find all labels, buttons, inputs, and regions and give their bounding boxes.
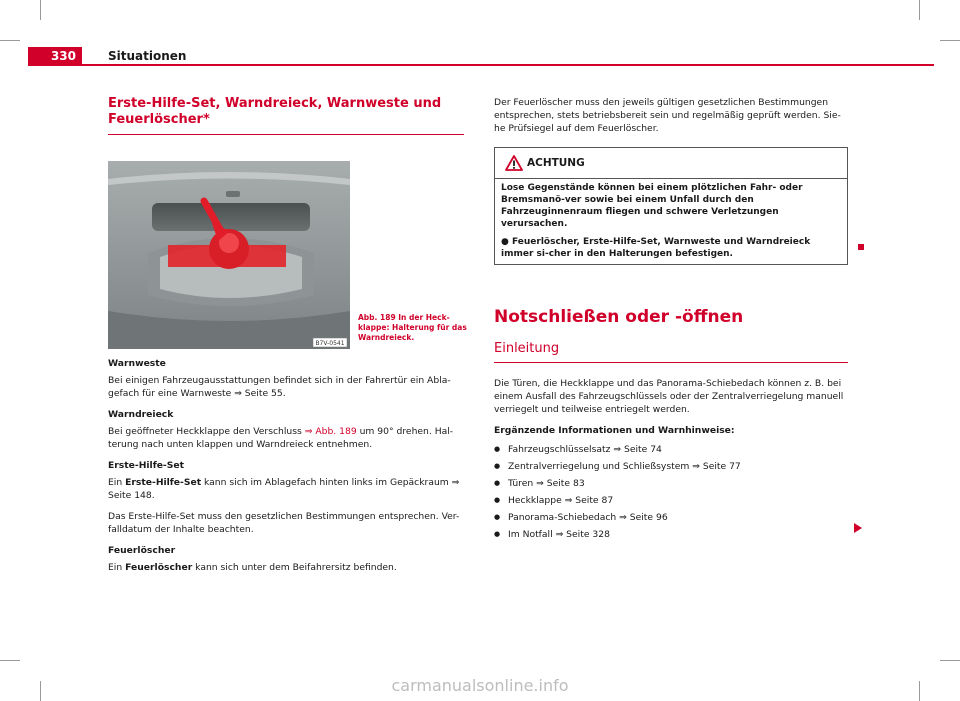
- figure-caption: Abb. 189 In der Heck-klappe: Halterung für das Warndreieck.: [358, 313, 467, 342]
- right-column: [494, 96, 848, 545]
- warning-text-2: ● Feuerlöscher, Erste-Hilfe-Set, Warnweste und Warndreieck immer si-cher in den Halterungen befestigen.: [501, 237, 811, 259]
- left-column: [108, 96, 467, 574]
- section-end-mark: [858, 244, 864, 250]
- list-item[interactable]: ● Panorama-Schiebedach ⇒ Seite 96: [494, 511, 848, 524]
- feuerloescher-post: kann sich unter dem Beifahrersitz befinden.: [192, 562, 397, 573]
- fire-extinguisher-paragraph: Der Feuerlöscher muss den jeweils gültigen gesetzlichen Bestimmungen entsprechen, stets betriebsbereit sein und regelmäßig geprüft werden. Sie-he Prüfsiegel auf dem Feuerlöscher.: [494, 97, 841, 134]
- crop-mark: [940, 40, 960, 41]
- erste-hilfe-label: Erste-Hilfe-Set: [108, 460, 184, 471]
- feuerloescher-pre: Ein: [108, 562, 126, 573]
- warndreieck-text: [108, 425, 464, 451]
- header-rule: [28, 64, 934, 66]
- trunk-lid-photo: [108, 161, 350, 349]
- list-item[interactable]: ● Zentralverriegelung und Schließsystem ⇒ Seite 77: [494, 460, 848, 473]
- erste-hilfe-post: kann sich im Ablagefach hinten links im Gepäckraum ⇒ Seite 148.: [108, 477, 460, 501]
- list-label: Ergänzende Informationen und Warnhinweise:: [494, 425, 735, 436]
- erste-hilfe-bold: Erste-Hilfe-Set: [125, 477, 202, 488]
- list-item[interactable]: ● Im Notfall ⇒ Seite 328: [494, 528, 848, 541]
- watermark: carmanualsonline.info: [391, 676, 569, 695]
- feuerloescher-label: Feuerlöscher: [108, 545, 176, 556]
- figure-code: B7V-0541: [315, 340, 345, 347]
- warnweste-text: Bei einigen Fahrzeugausstattungen befindet sich in der Fahrertür ein Abla-gefach für eine Warnweste ⇒ Seite 55.: [108, 375, 451, 399]
- erste-hilfe-pre: Ein: [108, 477, 126, 488]
- section-title: Situationen: [108, 49, 187, 63]
- warning-header: [495, 148, 847, 179]
- warndreieck-label: Warndreieck: [108, 409, 174, 420]
- figure: [108, 161, 467, 357]
- chapter-title: Notschließen oder -öffnen: [494, 307, 744, 327]
- warndreieck-text-a: Bei geöffneter Heckklappe den Verschluss: [108, 426, 305, 437]
- crop-mark: [940, 660, 960, 661]
- erste-hilfe-text: [108, 476, 464, 502]
- reference-list: [494, 443, 848, 541]
- list-item[interactable]: ● Heckklappe ⇒ Seite 87: [494, 494, 848, 507]
- warning-body: [495, 179, 847, 264]
- crop-mark: [0, 660, 20, 661]
- warning-triangle-icon: [505, 155, 523, 171]
- crop-mark: [40, 0, 41, 20]
- warning-title: ACHTUNG: [527, 157, 585, 169]
- warning-text-1: Lose Gegenstände können bei einem plötzlichen Fahr- oder Bremsmanö-ver sowie bei einem Unfall durch den Fahrzeuginnenraum fliegen und schwere Verletzungen verursachen.: [501, 183, 803, 229]
- erste-hilfe-text-2: Das Erste-Hilfe-Set muss den gesetzlichen Bestimmungen entsprechen. Ver-falldatum der Inhalte beachten.: [108, 511, 460, 535]
- intro-heading: Einleitung: [494, 341, 848, 363]
- trunk-lid-photo-graphic: [108, 161, 350, 349]
- feuerloescher-bold: Feuerlöscher: [125, 562, 193, 573]
- list-item[interactable]: ● Fahrzeugschlüsselsatz ⇒ Seite 74: [494, 443, 848, 456]
- warnweste-label: Warnweste: [108, 358, 166, 369]
- list-item[interactable]: ● Türen ⇒ Seite 83: [494, 477, 848, 490]
- crop-mark: [0, 40, 20, 41]
- warndreieck-text-b: um 90° drehen. Hal-terung nach unten klappen und Warndreieck entnehmen.: [108, 426, 454, 450]
- section-heading: Erste-Hilfe-Set, Warndreieck, Warnweste und Feuerlöscher*: [108, 96, 464, 135]
- feuerloescher-text: [108, 561, 464, 574]
- page-number: 330: [28, 47, 82, 66]
- figure-link[interactable]: ⇒ Abb. 189: [304, 426, 357, 437]
- warning-box: [494, 147, 848, 265]
- intro-text: Die Türen, die Heckklappe und das Panorama-Schiebedach können z. B. bei einem Ausfall des Fahrzeugschlüssels oder der Zentralverriegelung manuell verriegelt und teilweise entriegelt werden.: [494, 378, 844, 415]
- continue-arrow-icon: [854, 523, 862, 533]
- crop-mark: [919, 0, 920, 20]
